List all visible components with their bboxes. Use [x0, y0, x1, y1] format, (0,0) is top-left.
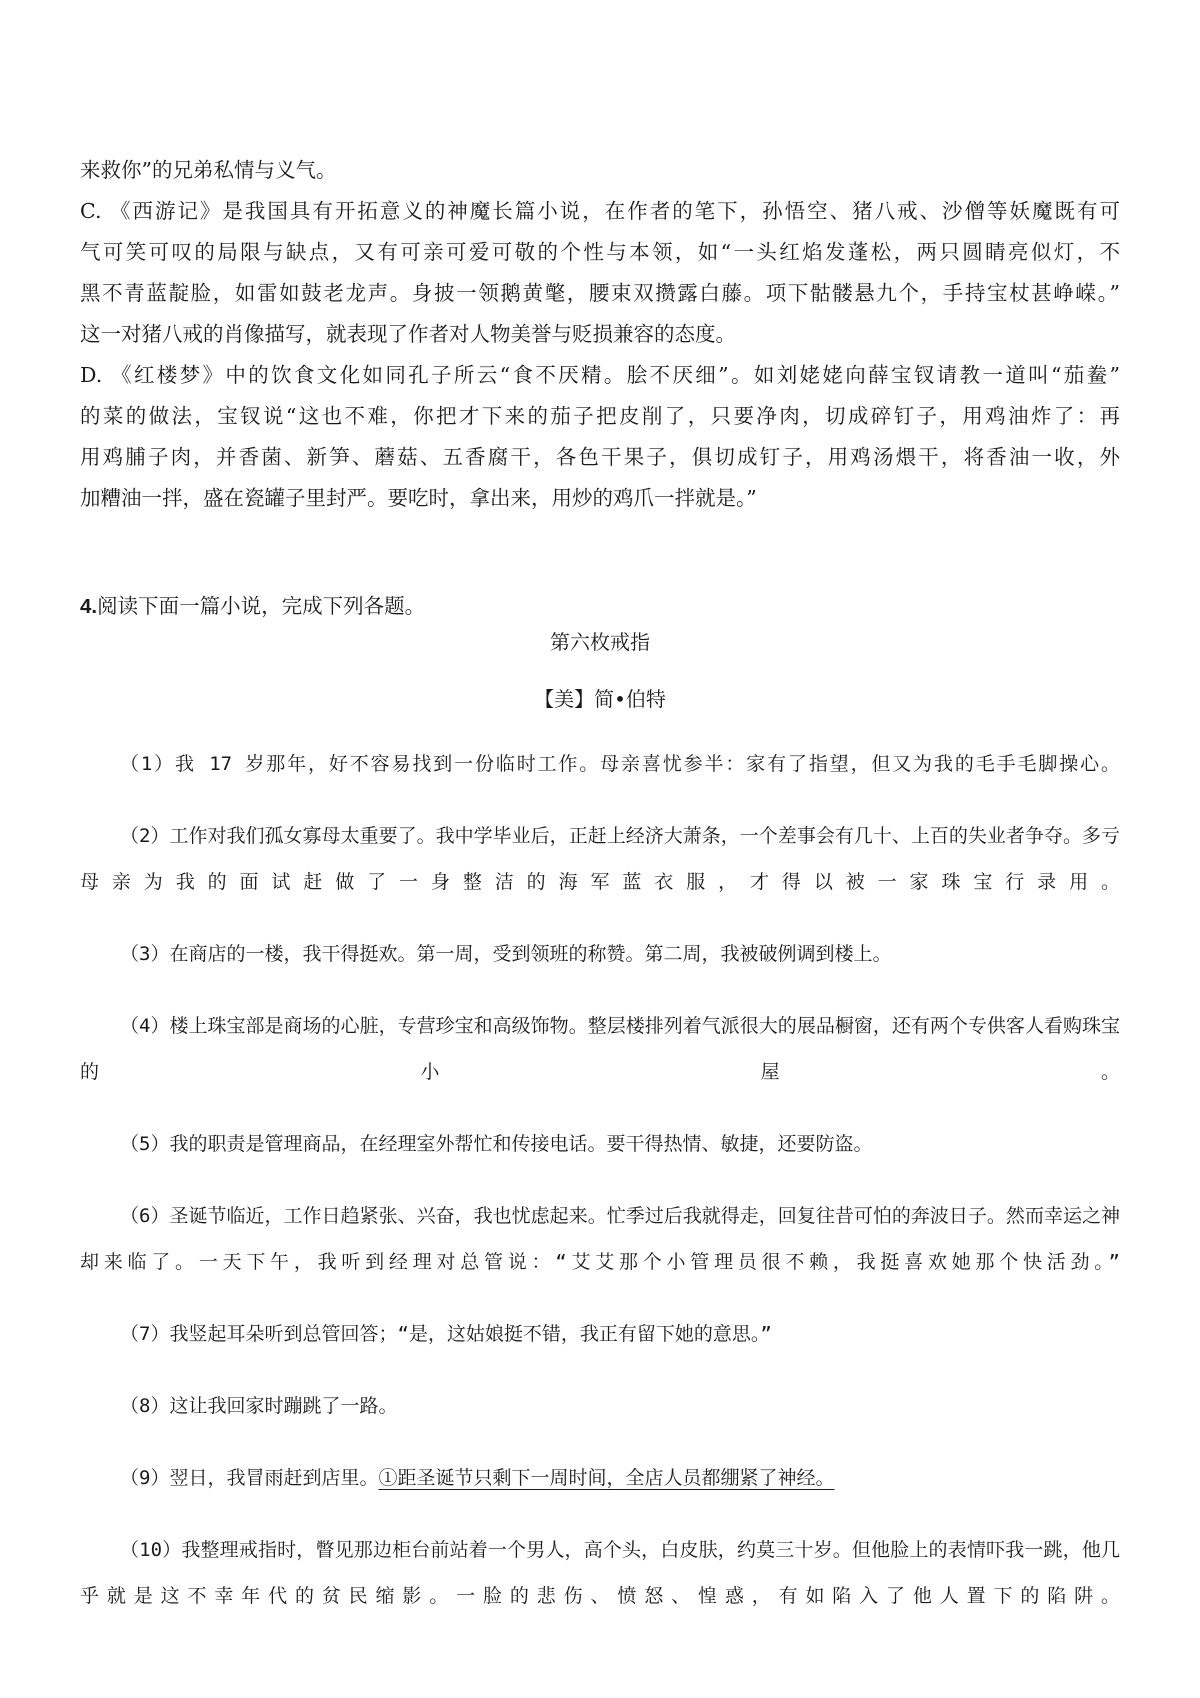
- story-paragraph-3: （3）在商店的一楼，我干得挺欢。第一周，受到领班的称赞。第二周，我被破例调到楼上。: [120, 943, 892, 965]
- question-4-stem: [80, 591, 425, 622]
- option-d-line-2: 的菜的做法，宝钗说“这也不难，你把才下来的茄子把皮削了，只要净肉，切成碎钉子，用鸡油炸了：再: [80, 404, 1120, 428]
- story-paragraph-9-lead: （9）翌日，我冒雨赶到店里。: [120, 1467, 379, 1489]
- option-d-line-1: D. 《红楼梦》中的饮食文化如同孔子所云“食不厌精。脍不厌细”。如刘姥姥向薛宝钗请教一道叫“茄鲞”: [80, 363, 1120, 387]
- question-number: 4.: [80, 595, 98, 618]
- option-c-line-2: 气可笑可叹的局限与缺点，又有可亲可爱可敬的个性与本领，如“一头红焰发蓬松，两只圆睛亮似灯，不: [80, 240, 1120, 264]
- option-c-line-1: C. 《西游记》是我国具有开拓意义的神魔长篇小说，在作者的笔下，孙悟空、猪八戒、沙僧等妖魔既有可: [80, 199, 1120, 223]
- previous-question-options: [80, 150, 1120, 519]
- story-author: 【美】简•伯特: [534, 687, 666, 711]
- story-paragraph-7: （7）我竖起耳朵听到总管回答；“是，这姑娘挺不错，我正有留下她的意思。”: [120, 1323, 772, 1345]
- option-c-line-4: 这一对猪八戒的肖像描写，就表现了作者对人物美誉与贬损兼容的态度。: [80, 322, 736, 346]
- story-paragraph-1: （1）我 17 岁那年，好不容易找到一份临时工作。母亲喜忧参半：家有了指望，但又为我的毛手毛脚操心。: [120, 753, 1120, 775]
- story-paragraph-5: （5）我的职责是管理商品，在经理室外帮忙和传接电话。要干得热情、敏捷，还要防盗。: [120, 1133, 873, 1155]
- story-paragraph-9: [80, 1455, 1120, 1501]
- question-text: 阅读下面一篇小说，完成下列各题。: [97, 594, 426, 618]
- option-d-line-4: 加糟油一拌，盛在瓷罐子里封严。要吃时，拿出来，用炒的鸡爪一拌就是。”: [80, 486, 757, 510]
- story-paragraph-6: （6）圣诞节临近，工作日趋紧张、兴奋，我也忧虑起来。忙季过后我就得走，回复往昔可怕的奔波日子。然而幸运之神却来临了。一天下午，我听到经理对总管说：“艾艾那个小管理员很不赖，我挺喜欢她那个快活劲。”: [80, 1205, 1120, 1273]
- option-b-tail: 来救你”的兄弟私情与义气。: [80, 158, 337, 182]
- story-body: [80, 741, 1120, 1645]
- story-paragraph-2: （2）工作对我们孤女寡母太重要了。我中学毕业后，正赶上经济大萧条，一个差事会有几十、上百的失业者争夺。多亏母亲为我的面试赶做了一身整洁的海军蓝衣服，才得以被一家珠宝行录用。: [80, 825, 1120, 893]
- option-c-line-3: 黑不青蓝靛脸，如雷如鼓老龙声。身披一领鹅黄氅，腰束双攒露白藤。项下骷髅悬九个，手持宝杖甚峥嵘。”: [80, 281, 1120, 305]
- story-paragraph-10: （10）我整理戒指时，瞥见那边柜台前站着一个男人，高个头，白皮肤，约莫三十岁。但他脸上的表情吓我一跳，他几乎就是这不幸年代的贫民缩影。一脸的悲伤、愤怒、惶惑，有如陷入了他人置下的陷阱。: [80, 1539, 1120, 1607]
- underlined-sentence-1: ①距圣诞节只剩下一周时间，全店人员都绷紧了神经。: [378, 1467, 835, 1489]
- story-paragraph-8: （8）这让我回家时蹦跳了一路。: [120, 1395, 398, 1417]
- story-paragraph-4: （4）楼上珠宝部是商场的心脏，专营珍宝和高级饰物。整层楼排列着气派很大的展品橱窗，还有两个专供客人看购珠宝的小屋。: [80, 1015, 1120, 1083]
- story-title: 第六枚戒指: [550, 630, 650, 654]
- option-d-line-3: 用鸡脯子肉，并香菌、新笋、蘑菇、五香腐干，各色干果子，俱切成钉子，用鸡汤煨干，将香油一收，外: [80, 445, 1120, 469]
